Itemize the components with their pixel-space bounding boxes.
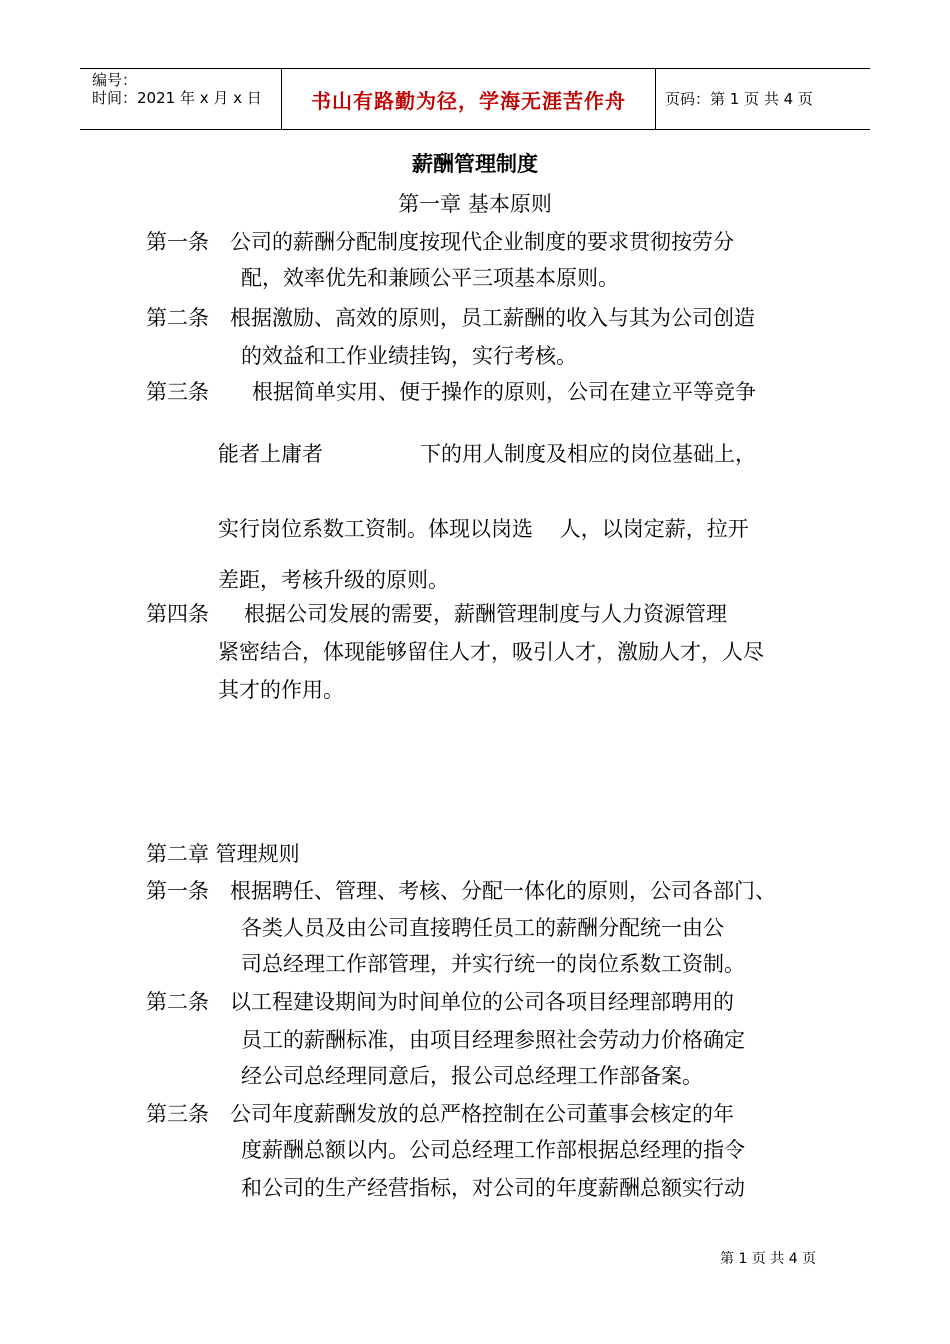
ch1-article4-line1: 根据公司发展的需要，薪酬管理制度与人力资源管理	[244, 602, 727, 626]
ch1-article1-line2: 配，效率优先和兼顾公平三项基本原则。	[241, 266, 619, 290]
header-info-cell	[80, 69, 281, 129]
chapter1-title: 第一章 基本原则	[398, 192, 552, 216]
ch1-article3-line1: 根据简单实用、便于操作的原则，公司在建立平等竞争	[252, 380, 756, 404]
ch2-article2-line1: 以工程建设期间为时间单位的公司各项目经理部聘用的	[230, 990, 734, 1014]
ch1-article4-line2: 紧密结合，体现能够留住人才，吸引人才，激励人才，人尽	[218, 640, 764, 664]
ch2-article3-line2: 度薪酬总额以内。公司总经理工作部根据总经理的指令	[241, 1138, 745, 1162]
ch1-article3-label: 第三条	[146, 380, 209, 404]
ch1-article1-line1: 公司的薪酬分配制度按现代企业制度的要求贯彻按劳分	[230, 230, 734, 254]
header-table	[80, 68, 870, 130]
ch1-article4-label: 第四条	[146, 602, 209, 626]
ch2-article2-label: 第二条	[146, 990, 209, 1014]
ch2-article2-line2: 员工的薪酬标准，由项目经理参照社会劳动力价格确定	[241, 1028, 745, 1052]
number-label: 编号：	[92, 71, 138, 89]
ch2-article3-line3: 和公司的生产经营指标，对公司的年度薪酬总额实行动	[241, 1176, 745, 1200]
ch2-article1-label: 第一条	[146, 879, 209, 903]
ch1-article3-line2a: 能者上庸者	[218, 442, 323, 466]
ch1-article3-line4: 差距，考核升级的原则。	[218, 568, 449, 592]
time-label: 时间：2021 年 x 月 x 日	[92, 89, 262, 107]
ch1-article2-label: 第二条	[146, 306, 209, 330]
ch2-article3-line1: 公司年度薪酬发放的总严格控制在公司董事会核定的年	[230, 1102, 734, 1126]
ch2-article2-line3: 经公司总经理同意后，报公司总经理工作部备案。	[241, 1064, 703, 1088]
ch1-article2-line2: 的效益和工作业绩挂钩，实行考核。	[241, 344, 577, 368]
ch1-article2-line1: 根据激励、高效的原则，员工薪酬的收入与其为公司创造	[230, 306, 755, 330]
header-page-label: 页码：第 1 页 共 4 页	[665, 90, 813, 108]
ch1-article3-line2b: 下的用人制度及相应的岗位基础上，	[420, 442, 756, 466]
chapter2-title: 第二章 管理规则	[146, 842, 300, 866]
motto: 书山有路勤为径，学海无涯苦作舟	[311, 88, 626, 113]
ch1-article4-line3: 其才的作用。	[218, 678, 344, 702]
document-title: 薪酬管理制度	[412, 152, 538, 176]
ch2-article1-line3: 司总经理工作部管理，并实行统一的岗位系数工资制。	[241, 952, 745, 976]
footer-page-label: 第 1 页 共 4 页	[720, 1251, 817, 1267]
ch1-article1-label: 第一条	[146, 230, 209, 254]
header-motto-cell	[281, 69, 656, 129]
ch1-article3-line3: 实行岗位系数工资制。体现以岗选 人，以岗定薪，拉开	[218, 517, 749, 541]
ch2-article3-label: 第三条	[146, 1102, 209, 1126]
ch2-article1-line2: 各类人员及由公司直接聘任员工的薪酬分配统一由公	[241, 916, 724, 940]
header-page-cell	[655, 69, 870, 129]
ch2-article1-line1: 根据聘任、管理、考核、分配一体化的原则，公司各部门、	[230, 879, 776, 903]
